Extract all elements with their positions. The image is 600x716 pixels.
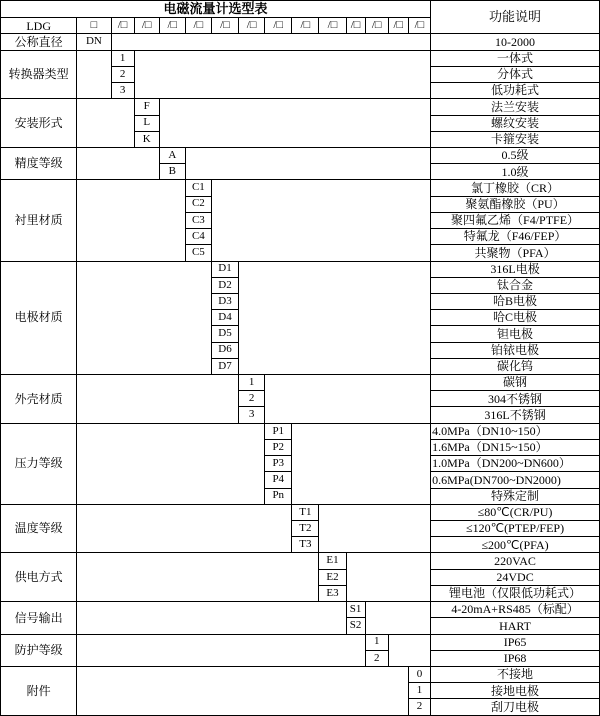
table-row: [1, 634, 600, 650]
empty-gap-left: [77, 634, 365, 666]
empty-gap-left: [77, 261, 212, 375]
empty-gap-left: [77, 99, 134, 148]
empty-gap-right: [159, 99, 430, 148]
code-slot: /□: [111, 18, 134, 34]
desc-cell: 碳化钨: [431, 358, 600, 374]
table-row: [1, 602, 600, 618]
desc-cell: 220VAC: [431, 553, 600, 569]
code-slot: /□: [211, 18, 238, 34]
desc-cell: IP68: [431, 650, 600, 666]
code-cell: C5: [185, 245, 211, 261]
desc-cell: 哈B电极: [431, 293, 600, 309]
desc-cell: 聚四氟乙烯（F4/PTFE）: [431, 212, 600, 228]
category-label: 外壳材质: [1, 375, 77, 424]
code-cell: D1: [211, 261, 238, 277]
table-row: [1, 504, 600, 520]
empty-gap-left: [77, 602, 346, 634]
table-row: [1, 553, 600, 569]
desc-cell: 4-20mA+RS485（标配）: [431, 602, 600, 618]
code-cell: D5: [211, 326, 238, 342]
category-label: 附件: [1, 666, 77, 715]
code-cell: T2: [292, 521, 319, 537]
category-label: 供电方式: [1, 553, 77, 602]
code-slot: /□: [346, 18, 365, 34]
code-cell: C4: [185, 229, 211, 245]
page-title: 电磁流量计选型表: [1, 1, 431, 18]
desc-cell: 刮刀电极: [431, 699, 600, 716]
code-slot: /□: [185, 18, 211, 34]
category-label: 安装形式: [1, 99, 77, 148]
empty-gap-right: [111, 34, 431, 50]
category-label: 防护等级: [1, 634, 77, 666]
empty-gap-left: [77, 50, 111, 99]
empty-gap-left: [77, 504, 292, 553]
code-slot: /□: [134, 18, 159, 34]
desc-cell: 法兰安装: [431, 99, 600, 115]
desc-cell: 氯丁橡胶（CR）: [431, 180, 600, 196]
desc-cell: 1.0级: [431, 164, 600, 180]
code-cell: 2: [408, 699, 430, 716]
empty-gap-right: [211, 180, 430, 261]
table-row: [1, 375, 600, 391]
code-cell: C3: [185, 212, 211, 228]
code-cell: 2: [239, 391, 265, 407]
desc-cell: 304不锈钢: [431, 391, 600, 407]
table-row: [1, 99, 600, 115]
empty-gap-left: [77, 375, 239, 424]
empty-gap-left: [77, 423, 265, 504]
desc-cell: ≤80℃(CR/PU): [431, 504, 600, 520]
desc-cell: 分体式: [431, 66, 600, 82]
desc-cell: 聚氨酯橡胶（PU）: [431, 196, 600, 212]
code-cell: D4: [211, 310, 238, 326]
category-label: 信号输出: [1, 602, 77, 634]
category-label: 转换器类型: [1, 50, 77, 99]
code-cell: P1: [265, 423, 292, 439]
code-cell: S1: [346, 602, 365, 618]
desc-cell: 哈C电极: [431, 310, 600, 326]
code-cell: S2: [346, 618, 365, 634]
table-row: [1, 180, 600, 196]
table-row: [1, 666, 600, 682]
table-row: [1, 423, 600, 439]
code-cell: D6: [211, 342, 238, 358]
code-cell: E3: [319, 585, 346, 601]
code-slot-first: □: [77, 18, 111, 34]
code-cell: 1: [365, 634, 388, 650]
desc-cell: 锂电池（仅限低功耗式）: [431, 585, 600, 601]
code-slot: /□: [319, 18, 346, 34]
code-cell: T1: [292, 504, 319, 520]
code-cell: K: [134, 131, 159, 147]
code-slot: /□: [159, 18, 185, 34]
code-cell: E2: [319, 569, 346, 585]
desc-cell: 碳钢: [431, 375, 600, 391]
desc-cell: 特殊定制: [431, 488, 600, 504]
desc-cell: 不接地: [431, 666, 600, 682]
empty-gap-left: [77, 180, 185, 261]
category-label: 温度等级: [1, 504, 77, 553]
code-cell: B: [159, 164, 185, 180]
desc-cell: 特氟龙（F46/FEP）: [431, 229, 600, 245]
code-slot: /□: [292, 18, 319, 34]
desc-cell: IP65: [431, 634, 600, 650]
empty-gap-right: [388, 634, 430, 666]
code-cell: 3: [111, 83, 134, 99]
desc-cell: 24VDC: [431, 569, 600, 585]
code-cell: D7: [211, 358, 238, 374]
desc-cell: 钛合金: [431, 277, 600, 293]
code-cell: 2: [365, 650, 388, 666]
code-cell: D3: [211, 293, 238, 309]
category-label: 公称直径: [1, 34, 77, 50]
empty-gap-right: [185, 147, 430, 179]
category-label: 衬里材质: [1, 180, 77, 261]
empty-gap-right: [265, 375, 431, 424]
code-slot: /□: [365, 18, 388, 34]
table-row: [1, 50, 600, 66]
empty-gap-right: [134, 50, 430, 99]
desc-cell: 1.6MPa（DN15~150）: [431, 439, 600, 455]
desc-cell: 一体式: [431, 50, 600, 66]
code-cell: A: [159, 147, 185, 163]
desc-cell: 钽电极: [431, 326, 600, 342]
desc-column-header: 功能说明: [431, 1, 600, 34]
empty-gap-left: [77, 553, 319, 602]
category-label: 压力等级: [1, 423, 77, 504]
desc-cell: 0.6MPa(DN700~DN2000): [431, 472, 600, 488]
code-cell: L: [134, 115, 159, 131]
code-slot: /□: [265, 18, 292, 34]
code-cell: P4: [265, 472, 292, 488]
code-cell: Pn: [265, 488, 292, 504]
empty-gap-left: [77, 147, 159, 179]
category-label: 电极材质: [1, 261, 77, 375]
code-cell: D2: [211, 277, 238, 293]
desc-cell: ≤200℃(PFA): [431, 537, 600, 553]
desc-cell: HART: [431, 618, 600, 634]
code-cell: T3: [292, 537, 319, 553]
code-cell: DN: [77, 34, 111, 50]
table-row: [1, 261, 600, 277]
category-label: 精度等级: [1, 147, 77, 179]
table-row: [1, 147, 600, 163]
desc-cell: 卡箍安装: [431, 131, 600, 147]
empty-gap-right: [365, 602, 430, 634]
code-cell: E1: [319, 553, 346, 569]
desc-cell: 螺纹安装: [431, 115, 600, 131]
desc-cell: 316L电极: [431, 261, 600, 277]
code-cell: 3: [239, 407, 265, 423]
model-prefix: LDG: [1, 18, 77, 34]
desc-cell: 4.0MPa（DN10~150）: [431, 423, 600, 439]
desc-cell: 低功耗式: [431, 83, 600, 99]
desc-cell: 接地电极: [431, 683, 600, 699]
empty-gap-left: [77, 666, 408, 715]
code-cell: 1: [239, 375, 265, 391]
code-cell: P3: [265, 456, 292, 472]
desc-cell: 316L不锈钢: [431, 407, 600, 423]
desc-cell: ≤120℃(PTEP/FEP): [431, 521, 600, 537]
table-row: [1, 34, 600, 50]
code-cell: 2: [111, 66, 134, 82]
code-cell: F: [134, 99, 159, 115]
desc-cell: 共聚物（PFA）: [431, 245, 600, 261]
code-slot: /□: [239, 18, 265, 34]
code-cell: C1: [185, 180, 211, 196]
code-cell: P2: [265, 439, 292, 455]
desc-cell: 铂铱电极: [431, 342, 600, 358]
desc-cell: 0.5级: [431, 147, 600, 163]
empty-gap-right: [292, 423, 431, 504]
empty-gap-right: [346, 553, 431, 602]
title-row: [1, 1, 600, 18]
code-slot: /□: [388, 18, 408, 34]
code-cell: 1: [111, 50, 134, 66]
empty-gap-right: [239, 261, 431, 375]
desc-cell: 10-2000: [431, 34, 600, 50]
desc-cell: 1.0MPa（DN200~DN600）: [431, 456, 600, 472]
code-slot: /□: [408, 18, 430, 34]
empty-gap-right: [319, 504, 431, 553]
code-cell: 1: [408, 683, 430, 699]
code-cell: C2: [185, 196, 211, 212]
code-cell: 0: [408, 666, 430, 682]
